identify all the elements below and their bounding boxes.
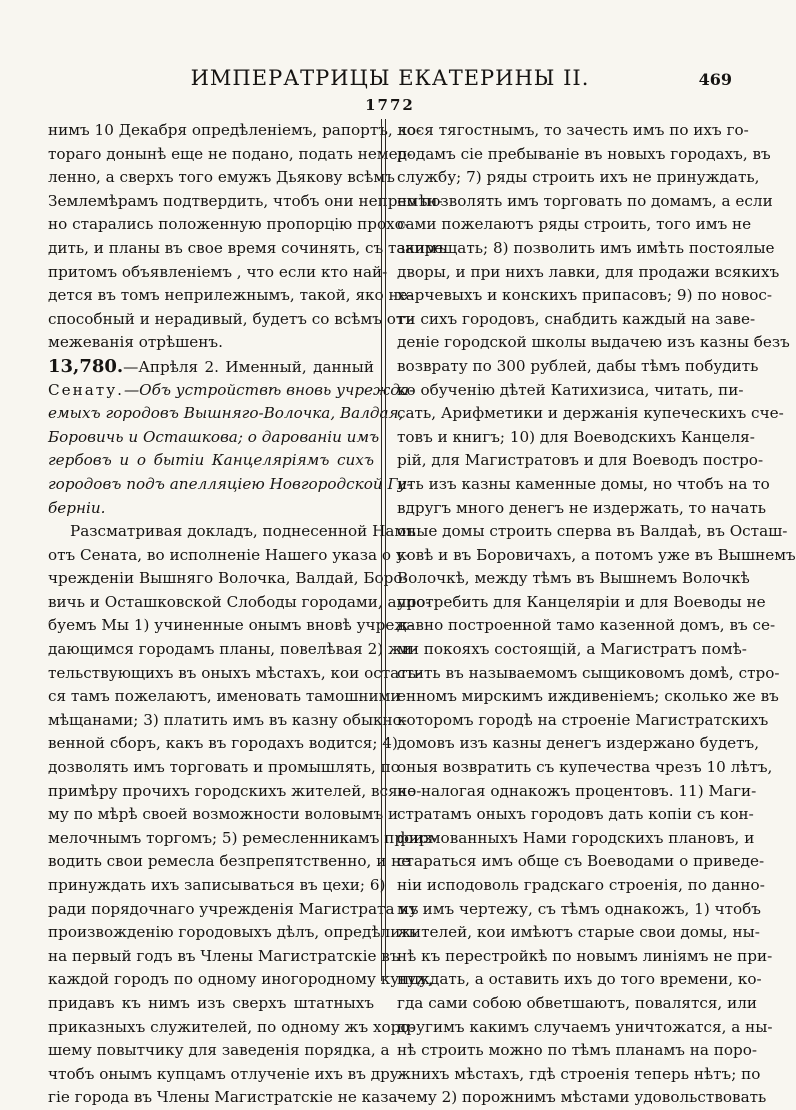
text-line: ить изъ казны каменные домы, но чтобъ на то: [397, 474, 770, 493]
text-line: дется въ томъ неприлежнымъ, такой, яко не-: [48, 286, 413, 305]
text-line: жителей, кои имѣютъ старые свои домы, ны-: [397, 923, 760, 942]
text-line: вдругъ много денегъ не издержать, то начать: [397, 498, 766, 517]
text-line: на первый годъ въ Члены Магистратскіе въ: [48, 946, 400, 965]
text-line: фирмованныхъ Нами городскихъ плановъ, и: [397, 828, 755, 847]
text-line: оныя возвратить съ купечества чрезъ 10 лѣтъ,: [397, 758, 773, 777]
entry-subject-lines: [48, 402, 412, 520]
text-line: нуждать, а оставить ихъ до того времени, ко-: [397, 970, 762, 989]
text-line: стараться имъ обще съ Воеводами о приведе-: [397, 852, 765, 871]
text-line: дворы, и при нихъ лавки, для продажи всякихъ: [397, 262, 780, 281]
text-line: сать, Арифметики и держанія купеческихъ сче-: [397, 404, 784, 423]
entry-number: 13,780.: [48, 355, 124, 377]
text-line: каждой городъ по одному иногородному купцу,: [48, 970, 433, 989]
text-line: ко обученію дѣтей Катихизиса, читать, пи-: [397, 380, 744, 399]
text-line: мелочнымъ торгомъ; 5) ремесленникамъ произ-: [48, 828, 437, 847]
text-line: тельствующихъ въ оныхъ мѣстахъ, кои остать-: [48, 663, 421, 682]
text-line: емыхъ городовъ Вышняго-Волочка, Валдая,: [48, 404, 404, 423]
text-line: отъ Сената, во исполненіе Нашего указа о у-: [48, 545, 410, 564]
text-line: Землемѣрамъ подтвердить, чтобъ они непремѣн-: [48, 191, 443, 210]
right-body-lines: [397, 119, 796, 1110]
text-line: Волочкѣ, между тѣмъ въ Вышнемъ Волочкѣ: [397, 569, 750, 588]
text-line: ради порядочнаго учрежденія Магистрата къ: [48, 899, 419, 918]
text-line: оные домы строить сперва въ Валдаѣ, въ Осташ-: [397, 522, 788, 541]
text-line: дить, и планы въ свое время сочинять, съ такимъ: [48, 238, 447, 257]
text-line: чтобъ онымъ купцамъ отлученіе ихъ въ дру-: [48, 1064, 404, 1083]
text-line: ся тамъ пожелаютъ, именовать тамошними: [48, 687, 401, 706]
text-line: мѣщанами; 3) платить имъ въ казну обыкно-: [48, 710, 407, 729]
text-line: дающимся городамъ планы, повелѣвая 2) жи-: [48, 640, 418, 659]
left-opening-lines: [48, 119, 447, 355]
text-line: буемъ Мы 1) учиненные онымъ вновѣ учреж-: [48, 616, 414, 635]
text-line: нимъ 10 Декабря опредѣленіемъ, рапортъ, ко-: [48, 121, 422, 139]
text-line: вичь и Осташковской Слободы городами, апро-: [48, 592, 431, 611]
text-line: харчевыхъ и конскихъ припасовъ; 9) по новос-: [397, 286, 773, 305]
text-line: тораго донынѣ еще не подано, подать немед-: [48, 144, 413, 163]
text-line: домовъ изъ казны денегъ издержано будетъ,: [397, 734, 760, 753]
text-line: венной сборъ, какъ въ городахъ водится; 4): [48, 734, 398, 753]
text-line: гіе города въ Члены Магистратскіе не каза-: [48, 1088, 403, 1107]
running-title: ИМПЕРАТРИЦЫ ЕКАТЕРИНЫ II.: [190, 66, 590, 90]
entry-date-decree: —Апрѣля 2. Именный, данный: [123, 357, 374, 376]
text-line: ти сихъ городовъ, снабдить каждый на заве-: [397, 309, 756, 328]
text-line: службу; 7) ряды строить ихъ не принуждать,: [397, 168, 760, 187]
text-line: приказныхъ служителей, по одному жъ хоро-: [48, 1017, 415, 1036]
right-column: [397, 119, 796, 1110]
text-line: водить свои ремесла безпрепятственно, и не: [48, 852, 411, 871]
text-line: товъ и книгъ; 10) для Воеводскихъ Канцеля-: [397, 427, 755, 446]
text-line: ніи исподоволь градскаго строенія, по данно-: [397, 876, 765, 894]
text-line: городовъ подъ апелляціею Новгородской Гу-: [48, 474, 412, 493]
text-line: деніе городской школы выдачею изъ казны безъ: [397, 333, 790, 352]
text-line: но позволять имъ торговать по домамъ, а если: [397, 191, 773, 210]
text-line: ленно, а сверхъ того емужъ Дьякову всѣмъ: [48, 168, 395, 187]
text-line: которомъ городѣ на строеніе Магистратскихъ: [397, 710, 769, 729]
column-divider: [385, 119, 386, 981]
left-column: [48, 119, 447, 1110]
text-line: стить въ называемомъ сыщиковомъ домѣ, стро-: [397, 663, 780, 682]
text-line: шему повытчику для заведенія порядка, а: [48, 1041, 390, 1060]
text-line: рій, для Магистратовъ и для Воеводъ постро-: [397, 451, 764, 470]
text-line: чрежденіи Вышняго Волочка, Валдай, Боро-: [48, 569, 408, 588]
text-line: дозволять имъ торговать и промышлять, по: [48, 758, 400, 777]
text-line: употребить для Канцеляріи и для Воеводы не: [397, 592, 766, 611]
text-line: стратамъ оныхъ городовъ дать копіи съ кон-: [397, 805, 754, 824]
text-line: не налогая однакожъ процентовъ. 11) Маги-: [397, 781, 757, 800]
text-line: лося тягостнымъ, то зачесть имъ по ихъ го-: [397, 121, 749, 139]
text-line: Разсматривая докладъ, поднесенной Намъ: [70, 522, 416, 541]
text-line: но старались положенную пропорцію прохо-: [48, 215, 409, 234]
text-line: жнихъ мѣстахъ, гдѣ строенія теперь нѣтъ; по: [397, 1064, 761, 1083]
text-line: ми покояхъ состоящій, а Магистратъ помѣ-: [397, 640, 747, 659]
left-body-lines: [48, 520, 437, 1110]
text-line: межеванія отрѣшенъ.: [48, 333, 223, 352]
text-line: Боровичь и Осташкова; о дарованіи имъ: [48, 427, 380, 446]
text-line: сами пожелаютъ ряды строить, того имъ не: [397, 215, 752, 234]
page-number: 469: [698, 70, 732, 89]
text-line: другимъ какимъ случаемъ уничтожатся, а ны-: [397, 1017, 773, 1036]
text-line: способный и нерадивый, будетъ со всѣмъ отъ: [48, 309, 414, 328]
text-line: запрещать; 8) позволить имъ имѣть постоялые: [397, 238, 775, 257]
text-line: чему 2) порожнимъ мѣстами удовольствовать: [397, 1088, 767, 1107]
text-line: гербовъ и о бытіи Канцеляріямъ сихъ: [48, 451, 374, 470]
text-line: нѣ къ перестройкѣ по новымъ линіямъ не при-: [397, 946, 773, 965]
text-line: возврату по 300 рублей, дабы тѣмъ побудить: [397, 356, 759, 375]
text-line: берніи.: [48, 498, 106, 517]
text-line: му имъ чертежу, съ тѣмъ однакожъ, 1) чтобъ: [397, 899, 761, 918]
text-line: примѣру прочихъ городскихъ жителей, всяко-: [48, 781, 422, 800]
text-line: притомъ объявленіемъ , что если кто най-: [48, 262, 388, 281]
entry-heading-line: [48, 379, 415, 403]
year-heading: 1772: [365, 96, 415, 114]
text-line: придавъ къ нимъ изъ сверхъ штатныхъ: [48, 993, 374, 1012]
text-line: произвожденію городовыхъ дѣлъ, опредѣлить: [48, 923, 417, 942]
text-line: енномъ мирскимъ иждивеніемъ; сколько же въ: [397, 687, 779, 706]
text-line: давно построенной тамо казенной домъ, въ се-: [397, 616, 776, 635]
text-line: нѣ строить можно по тѣмъ планамъ на поро-: [397, 1041, 758, 1060]
column-divider: [381, 119, 382, 981]
entry-heading-line: [48, 355, 374, 379]
entry-addressee: Сенату.: [48, 380, 124, 399]
entry-subject: —Объ устройствѣ вновь учрежда-: [123, 380, 415, 399]
text-line: ковѣ и въ Боровичахъ, а потомъ уже въ Вышнемъ: [397, 545, 796, 564]
text-line: му по мѣрѣ своей возможности воловымъ и: [48, 805, 399, 824]
text-line: принуждать ихъ записываться въ цехи; 6): [48, 876, 386, 894]
text-line: гда сами собою обветшаютъ, повалятся, или: [397, 993, 757, 1012]
text-line: родамъ сіе пребываніе въ новыхъ городахъ, въ: [397, 144, 771, 163]
